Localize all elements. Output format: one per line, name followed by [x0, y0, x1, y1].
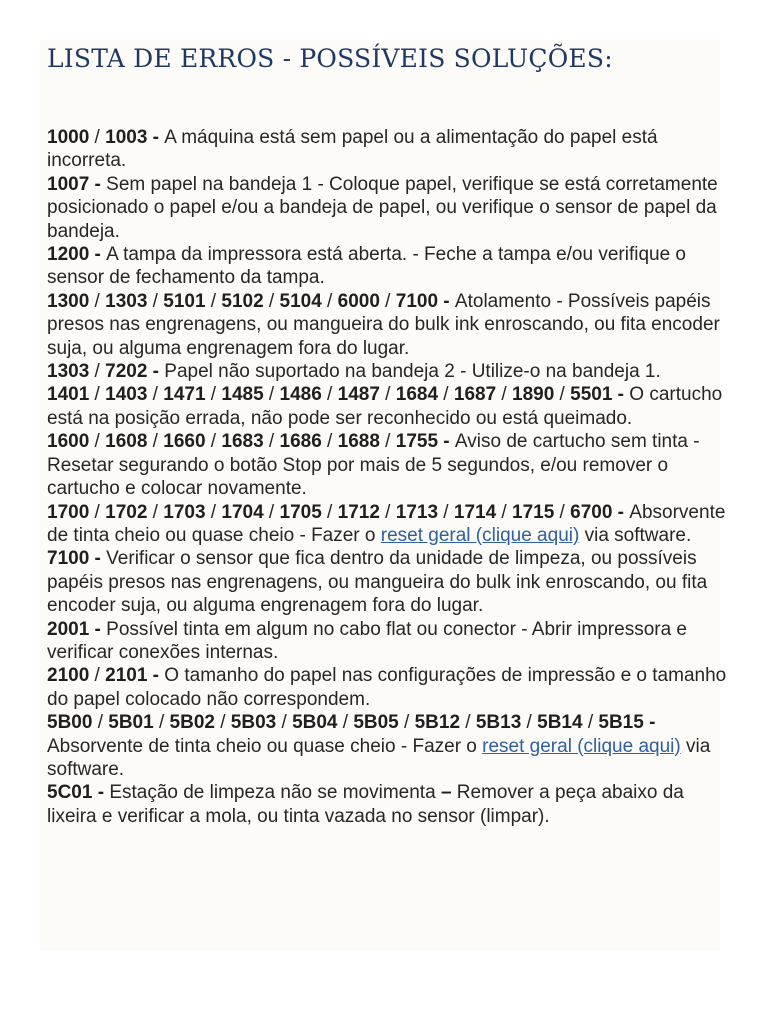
error-entry	[47, 501, 727, 548]
code-separator: /	[554, 501, 571, 523]
error-entry	[47, 173, 727, 243]
error-description: Papel não suportado na bandeja 2 - Utilize-o na bandeja 1.	[164, 361, 661, 383]
code-separator: /	[205, 431, 222, 453]
page-title: LISTA DE ERROS - POSSÍVEIS SOLUÇÕES:	[47, 44, 613, 73]
code-separator: /	[89, 361, 106, 383]
code-separator: /	[276, 712, 293, 734]
error-description: A máquina está sem papel ou a alimentação do papel está incorreta.	[47, 127, 658, 172]
code-separator: /	[321, 501, 338, 523]
code-dash: -	[612, 384, 630, 406]
error-entry	[47, 383, 727, 430]
error-code: 1713	[395, 501, 439, 523]
error-entry	[47, 618, 727, 665]
error-code: 1660	[163, 431, 206, 453]
code-separator: /	[205, 501, 222, 523]
error-code: 1702	[105, 501, 148, 523]
code-separator: /	[89, 127, 106, 148]
error-description: Absorvente de tinta cheio ou quase cheio - Fazer o	[47, 501, 726, 546]
error-code: 5B01	[108, 712, 154, 734]
error-code: 2001	[47, 618, 90, 640]
error-code: 1401	[47, 384, 90, 406]
error-code: 7100	[395, 290, 439, 312]
error-code: 7100	[47, 548, 90, 570]
error-code: 1703	[163, 501, 206, 523]
error-code: 1007	[47, 173, 90, 195]
error-description: Atolamento - Possíveis papéis presos nas engrenagens, ou mangueira do bulk ink enroscando, ou fita encoder suja, ou alguma engrenagem fora do lugar.	[47, 290, 720, 359]
code-dash: -	[147, 361, 165, 383]
error-code: 6700	[570, 501, 613, 523]
code-separator: /	[379, 290, 396, 312]
error-entry	[47, 360, 727, 383]
code-separator: /	[582, 712, 599, 734]
reset-link[interactable]: reset geral (clique aqui)	[380, 524, 580, 546]
code-separator: /	[496, 501, 512, 523]
error-code: 5B00	[47, 712, 93, 734]
code-separator: /	[337, 712, 354, 734]
error-code: 1003	[105, 127, 148, 148]
error-code: 1704	[221, 501, 264, 523]
code-separator: /	[89, 665, 106, 687]
code-separator: /	[398, 712, 415, 734]
code-dash: -	[438, 431, 455, 453]
code-dash: -	[89, 548, 107, 570]
error-code: 1485	[221, 384, 264, 406]
code-dash: -	[147, 665, 165, 687]
code-separator: /	[321, 384, 338, 406]
error-code: 5104	[279, 290, 322, 312]
error-code: 2100	[47, 665, 90, 687]
error-entry	[47, 711, 727, 781]
error-description-cont: Remover a peça abaixo da lixeira e verificar a mola, ou tinta vazada no sensor (limpar).	[47, 782, 684, 827]
error-code: 1600	[47, 431, 90, 453]
code-separator: /	[379, 501, 396, 523]
error-list	[47, 126, 727, 828]
error-code: 5B15	[598, 712, 644, 734]
error-code: 5101	[163, 290, 206, 312]
error-entry	[47, 781, 727, 828]
error-code: 1303	[105, 290, 148, 312]
code-separator: /	[89, 431, 106, 453]
error-code: 5B04	[292, 712, 338, 734]
error-code: 1000	[47, 127, 90, 148]
error-code: 7202	[105, 361, 148, 383]
error-description: Possível tinta em algum no cabo flat ou conector - Abrir impressora e verificar conexões internas.	[47, 618, 687, 663]
error-description: A tampa da impressora está aberta. - Feche a tampa e/ou verifique o sensor de fechamento da tampa.	[47, 244, 686, 289]
error-description: O tamanho do papel nas configurações de impressão e o tamanho do papel colocado não correspondem.	[47, 665, 727, 710]
code-separator: /	[147, 431, 164, 453]
code-dash: -	[438, 290, 455, 312]
error-description: Estação de limpeza não se movimenta	[109, 782, 436, 804]
em-dash: –	[440, 782, 452, 804]
code-separator: /	[496, 384, 512, 406]
error-code: 1200	[47, 244, 90, 266]
code-separator: /	[89, 290, 106, 312]
code-separator: /	[263, 384, 280, 406]
error-code: 5B13	[475, 712, 522, 734]
error-code: 1403	[105, 384, 148, 406]
code-separator: /	[379, 384, 396, 406]
code-dash: -	[612, 501, 630, 523]
error-description-after: via software.	[584, 524, 692, 546]
error-description: Sem papel na bandeja 1 - Coloque papel, verifique se está corretamente posicionado o papel e/ou a bandeja de papel, ou verifique o sensor de papel da bandeja.	[47, 173, 718, 242]
error-code: 5B12	[414, 712, 461, 734]
code-separator: /	[89, 501, 106, 523]
error-description: O cartucho está na posição errada, não pode ser reconhecido ou está queimado.	[47, 384, 723, 429]
code-separator: /	[554, 384, 571, 406]
error-code: 1684	[395, 384, 439, 406]
error-code: 1683	[221, 431, 264, 453]
error-code: 1705	[279, 501, 322, 523]
code-separator: /	[153, 712, 170, 734]
error-entry	[47, 547, 727, 617]
error-entry	[47, 664, 727, 711]
code-separator: /	[438, 384, 454, 406]
error-entry	[47, 243, 727, 290]
code-dash: -	[89, 173, 107, 195]
error-code: 1687	[453, 384, 497, 406]
error-code: 1487	[337, 384, 380, 406]
error-code: 1686	[279, 431, 322, 453]
code-separator: /	[321, 290, 338, 312]
code-dash: -	[92, 782, 110, 804]
code-separator: /	[92, 712, 109, 734]
error-code: 2101	[105, 665, 148, 687]
error-code: 5B05	[353, 712, 399, 734]
code-separator: /	[147, 501, 164, 523]
code-separator: /	[379, 431, 396, 453]
error-description-after: via software.	[47, 735, 711, 780]
code-separator: /	[263, 431, 280, 453]
code-separator: /	[147, 290, 164, 312]
error-code: 1300	[47, 290, 90, 312]
code-separator: /	[460, 712, 476, 734]
code-separator: /	[263, 501, 280, 523]
code-dash: -	[89, 618, 107, 640]
code-separator: /	[205, 290, 222, 312]
code-separator: /	[438, 501, 454, 523]
error-description: Aviso de cartucho sem tinta - Resetar segurando o botão Stop por mais de 5 segundos, e/ou remover o cartucho e colocar novamente.	[47, 431, 700, 500]
error-code: 6000	[337, 290, 380, 312]
code-separator: /	[521, 712, 538, 734]
error-code: 5B14	[537, 712, 583, 734]
error-code: 1486	[279, 384, 322, 406]
code-dash: -	[89, 244, 107, 266]
error-entry	[47, 126, 727, 173]
error-code: 5501	[570, 384, 613, 406]
error-code: 5C01	[47, 782, 93, 804]
error-description: Absorvente de tinta cheio ou quase cheio - Fazer o	[47, 735, 477, 757]
code-separator: /	[263, 290, 280, 312]
error-code: 1700	[47, 501, 90, 523]
code-separator: /	[147, 384, 164, 406]
error-code: 1712	[337, 501, 380, 523]
code-dash: -	[147, 127, 165, 148]
error-code: 1688	[337, 431, 380, 453]
error-code: 1755	[395, 431, 439, 453]
error-code: 1471	[163, 384, 206, 406]
error-code: 5102	[221, 290, 264, 312]
error-entry	[47, 290, 727, 360]
code-separator: /	[321, 431, 338, 453]
code-dash: -	[643, 712, 656, 734]
error-code: 1715	[512, 501, 555, 523]
error-code: 1608	[105, 431, 148, 453]
error-code: 5B02	[169, 712, 215, 734]
error-entry	[47, 430, 727, 500]
error-code: 1714	[453, 501, 497, 523]
error-code: 1303	[47, 361, 90, 383]
code-separator: /	[89, 384, 106, 406]
code-separator: /	[205, 384, 222, 406]
error-code: 1890	[512, 384, 555, 406]
error-description: Verificar o sensor que fica dentro da unidade de limpeza, ou possíveis papéis presos nas engrenagens, ou mangueira do bulk ink enroscando, ou fita encoder suja, ou alguma engrenagem fora do lugar.	[47, 548, 708, 617]
code-separator: /	[214, 712, 231, 734]
reset-link[interactable]: reset geral (clique aqui)	[482, 735, 681, 757]
error-code: 5B03	[230, 712, 277, 734]
